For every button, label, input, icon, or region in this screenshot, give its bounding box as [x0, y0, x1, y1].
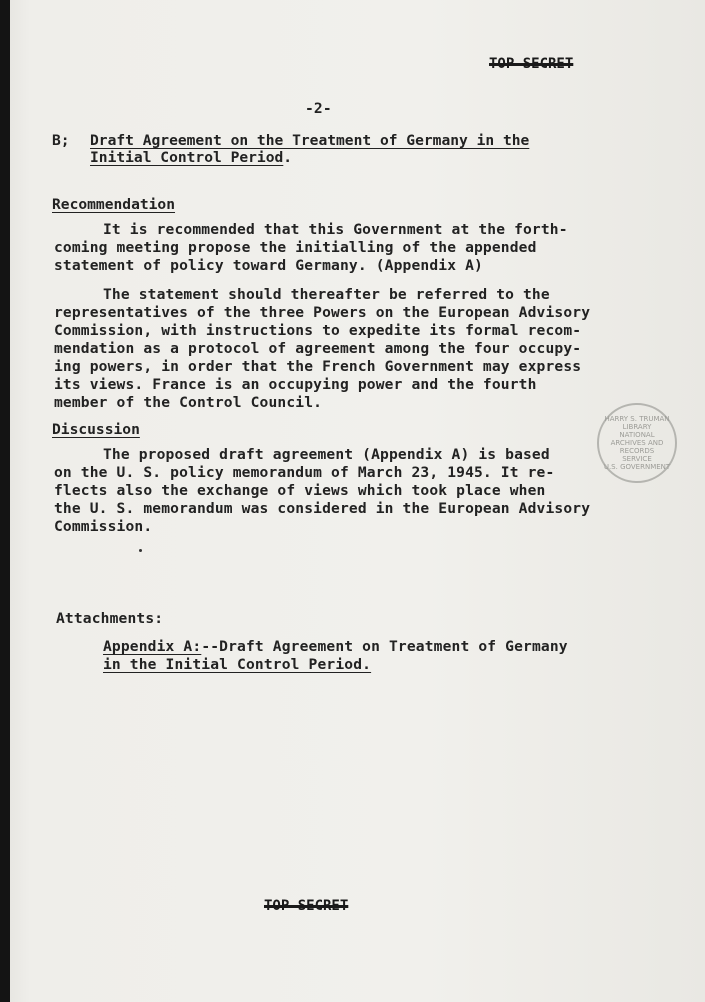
scan-edge [0, 0, 10, 1002]
seal-line-4: RECORDS [619, 447, 655, 455]
rec-para1-line2: coming meeting propose the initialling of the appended [54, 239, 537, 256]
top-secret-stamp-top: TOP SECRET [489, 56, 574, 72]
disc-para-line1: The proposed draft agreement (Appendix A) is based [103, 446, 550, 463]
section-title-line2-wrap: Initial Control Period. [90, 149, 293, 166]
rec-para2-line2: representatives of the three Powers on the European Advisory [54, 304, 591, 321]
archives-seal [597, 403, 677, 483]
seal-line-6: U.S. GOVERNMENT [603, 463, 671, 471]
disc-para-line4: the U. S. memorandum was considered in the European Advisory [54, 500, 591, 517]
seal-text [599, 415, 675, 471]
section-title-line1: Draft Agreement on the Treatment of Germany in the [90, 132, 530, 149]
attachment-item-ref: Appendix A: [103, 638, 202, 655]
seal-line-5: SERVICE [622, 455, 652, 463]
attachment-item-line2: in the Initial Control Period. [103, 656, 372, 673]
rec-para2-line1: The statement should thereafter be referred to the [103, 286, 550, 303]
top-secret-stamp-bottom: TOP SECRET [264, 898, 349, 914]
disc-para-line5: Commission. [54, 518, 153, 535]
attachments-label: Attachments: [56, 610, 164, 627]
rec-para2-line5: ing powers, in order that the French Government may express [54, 358, 582, 375]
rec-para2-line7: member of the Control Council. [54, 394, 323, 411]
seal-line-2: NATIONAL [619, 431, 655, 439]
discussion-heading: Discussion [52, 421, 140, 438]
rec-para1-line1: It is recommended that this Government at the forth- [103, 221, 568, 238]
rec-para2-line6: its views. France is an occupying power and the fourth [54, 376, 537, 393]
recommendation-heading: Recommendation [52, 196, 176, 213]
disc-para-line2: on the U. S. policy memorandum of March 23, 1945. It re- [54, 464, 555, 481]
attachment-item-line1 [103, 638, 568, 656]
section-letter: B; [52, 132, 70, 149]
rec-para2-line3: Commission, with instructions to expedite its formal recom- [54, 322, 582, 339]
seal-line-1: HARRY S. TRUMAN LIBRARY [604, 415, 670, 431]
attachment-item-title: --Draft Agreement on Treatment of Germany [201, 638, 568, 655]
rec-para2-line4: mendation as a protocol of agreement among the four occupy- [54, 340, 582, 357]
ink-dot [139, 549, 142, 552]
disc-para-line3: flects also the exchange of views which took place when [54, 482, 546, 499]
section-title-line2: Initial Control Period [90, 149, 284, 166]
seal-line-3: ARCHIVES AND [610, 439, 664, 447]
page-number: -2- [305, 100, 332, 117]
rec-para1-line3: statement of policy toward Germany. (Appendix A) [54, 257, 483, 274]
